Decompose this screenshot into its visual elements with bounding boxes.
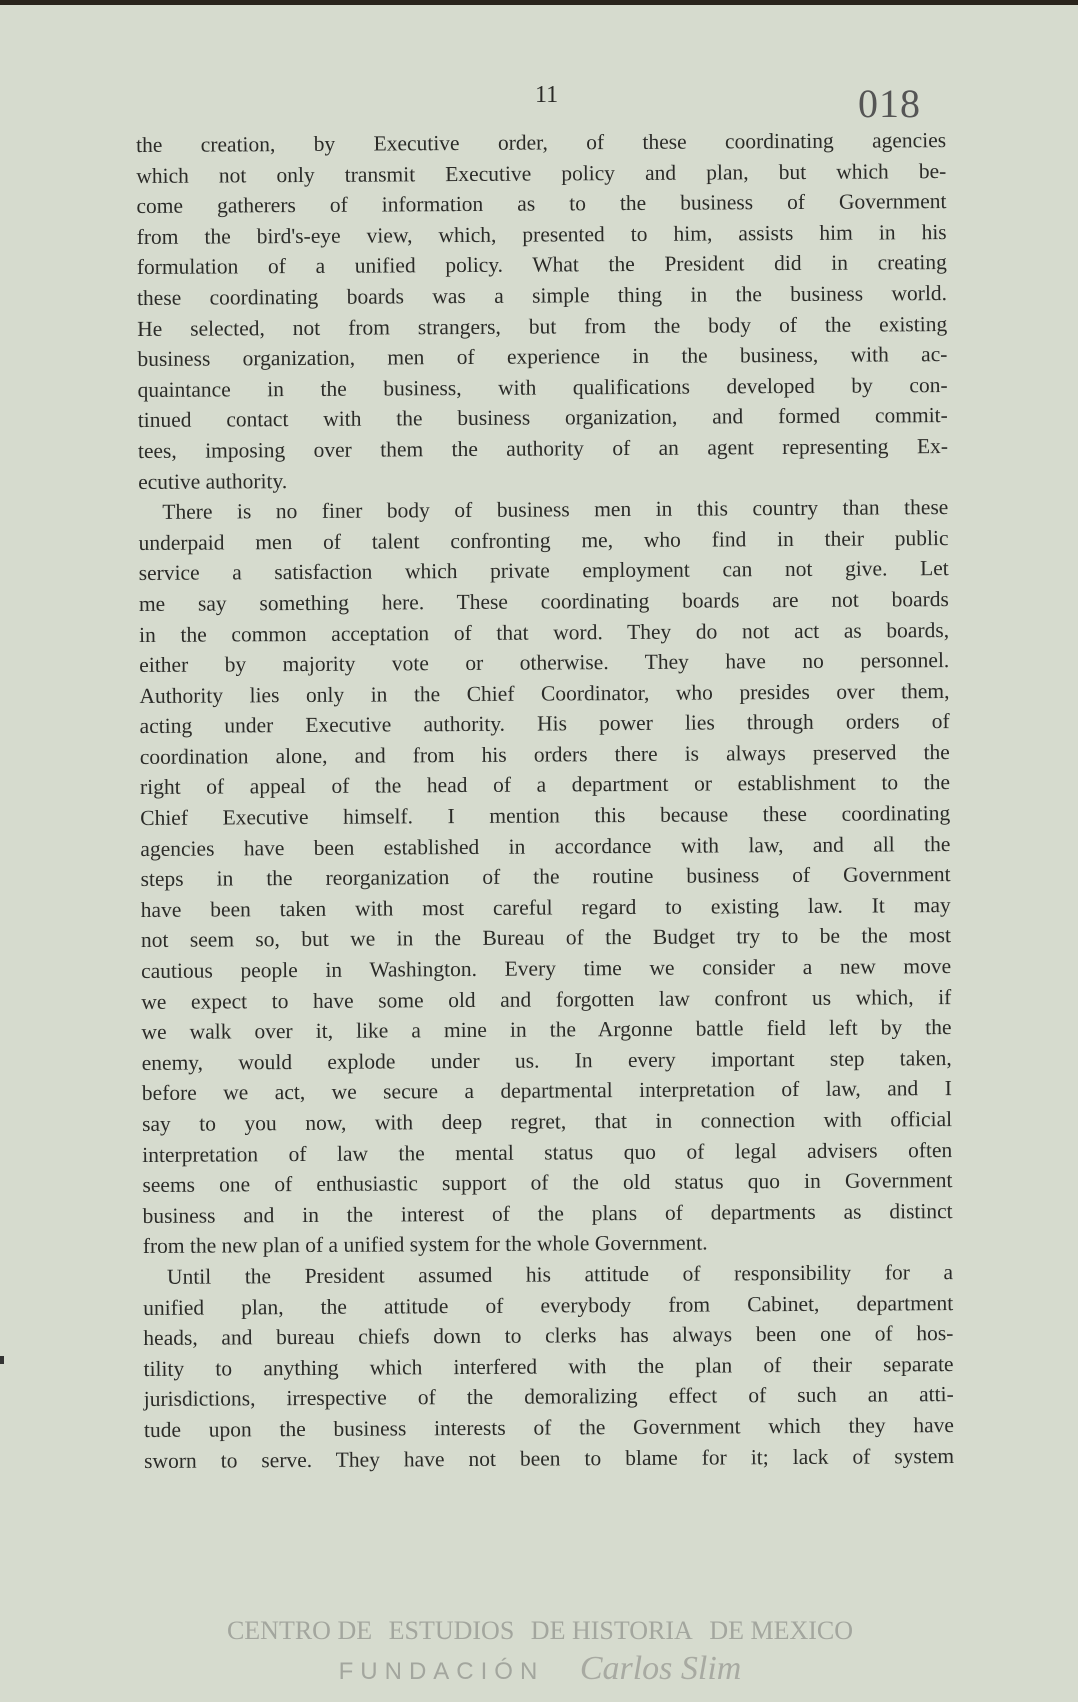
watermark-line: ESTUDIOS — [388, 1616, 515, 1645]
text-line: agencies have been established in accordance with law, and all the — [140, 831, 951, 861]
text-line: either by majority vote or otherwise. They have no personnel. — [139, 648, 950, 678]
text-line: acting under Executive authority. His power lies through orders of — [139, 709, 950, 739]
text-line: from the bird's-eye view, which, presented to him, assists him in his — [136, 219, 947, 249]
text-line: There is no finer body of business men in this country than these — [162, 495, 949, 524]
text-line: the creation, by Executive order, of these coordinating agencies — [136, 128, 947, 157]
scan-edge-mark — [0, 1356, 4, 1364]
text-line: come gatherers of information as to the business of Government — [136, 189, 947, 219]
text-line: jurisdictions, irrespective of the demoralizing effect of such an atti- — [143, 1382, 954, 1412]
watermark-foundation: FUNDACIÓN — [338, 1658, 545, 1685]
watermark-foundation-row — [110, 1650, 970, 1691]
text-line: we expect to have some old and forgotten law confront us which, if — [141, 984, 952, 1014]
text-line: me say something here. These coordinating boards are not boards — [138, 586, 949, 616]
text-line: these coordinating boards was a simple thing in the business world. — [136, 281, 948, 310]
text-line: say to you now, with deep regret, that in connection with official — [141, 1107, 953, 1136]
text-line: not seem so, but we in the Bureau of the Budget try to be the most — [140, 923, 952, 953]
text-line: Until the President assumed his attitude of responsibility for a — [166, 1259, 954, 1289]
watermark-signature: Carlos Slim — [579, 1650, 742, 1687]
page-number: 11 — [535, 82, 559, 108]
text-line: have been taken with most careful regard to existing law. It may — [140, 892, 951, 922]
stamp-number: 018 — [858, 81, 921, 126]
text-line: cautious people in Washington. Every time we consider a new move — [141, 954, 952, 984]
text-line: service a satisfaction which private employment can not give. Let — [138, 556, 949, 586]
text-line: steps in the reorganization of the routine business of Government — [140, 862, 951, 892]
text-line: formulation of a unified policy. What the President did in creating — [136, 250, 947, 280]
watermark-line: DE MEXICO — [709, 1616, 854, 1645]
watermark-title-row — [110, 1612, 970, 1650]
text-line: from the new plan of a unified system for the whole Government. — [142, 1230, 708, 1259]
text-line: unified plan, the attitude of everybody from Cabinet, department — [143, 1290, 954, 1320]
text-line: we walk over it, like a mine in the Argonne battle field left by the — [141, 1015, 952, 1045]
text-line: underpaid men of talent confronting me, who find in their public — [138, 525, 949, 555]
text-line: in the common acceptation of that word. They do not act as boards, — [139, 617, 950, 647]
watermark-line: CENTRO DE — [226, 1616, 373, 1645]
text-line: tees, imposing over them the authority of an agent representing Ex- — [137, 433, 949, 463]
text-line: quaintance in the business, with qualifications developed by con- — [137, 372, 948, 402]
archive-watermark — [110, 1612, 970, 1691]
scan-top-edge — [0, 0, 1078, 5]
text-line: which not only transmit Executive policy and plan, but which be- — [136, 158, 947, 188]
text-line: tude upon the business interests of the Government which they have — [143, 1412, 954, 1442]
text-line: sworn to serve. They have not been to blame for it; lack of system — [144, 1443, 955, 1473]
document-body — [136, 125, 954, 1476]
text-line: tinued contact with the business organization, and formed commit- — [137, 403, 948, 433]
text-line: heads, and bureau chiefs down to clerks has always been one of hos- — [143, 1321, 954, 1351]
text-line: business organization, men of experience in the business, with ac- — [137, 342, 948, 372]
text-line: enemy, would explode under us. In every important step taken, — [141, 1045, 952, 1075]
text-line: coordination alone, and from his orders there is always preserved the — [139, 739, 950, 769]
text-line: seems one of enthusiastic support of the old status quo in Government — [142, 1168, 953, 1198]
text-line: Chief Executive himself. I mention this because these coordinating — [140, 801, 951, 831]
text-line: before we act, we secure a departmental interpretation of law, and I — [141, 1076, 952, 1106]
text-line: right of appeal of the head of a department or establishment to the — [139, 770, 951, 800]
text-line: interpretation of law the mental status quo of legal advisers often — [142, 1137, 953, 1167]
text-line: ecutive authority. — [138, 468, 288, 494]
text-line: tility to anything which interfered with the plan of their separate — [143, 1351, 954, 1381]
text-line: business and in the interest of the plans of departments as distinct — [142, 1198, 953, 1228]
text-line: Authority lies only in the Chief Coordinator, who presides over them, — [139, 678, 950, 708]
text-line: He selected, not from strangers, but from the body of the existing — [137, 311, 948, 341]
watermark-line: DE HISTORIA — [530, 1616, 693, 1645]
